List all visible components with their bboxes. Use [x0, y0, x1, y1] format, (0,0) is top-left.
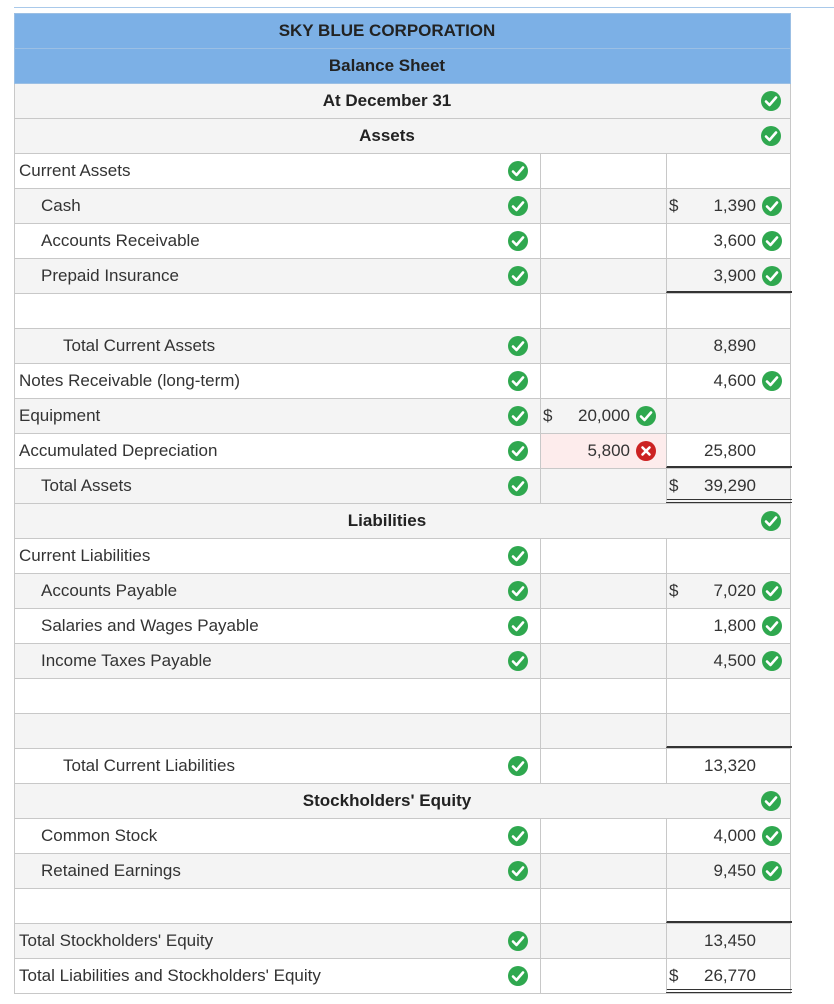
check-circle-icon	[508, 196, 528, 216]
accumulated-depreciation-amount[interactable]	[540, 434, 666, 468]
amount-input-col1[interactable]	[540, 329, 666, 363]
current-liabilities-row	[14, 539, 791, 574]
check-circle-icon	[762, 581, 782, 601]
amount-input-col1[interactable]	[540, 189, 666, 223]
salaries-wages-payable-row	[14, 609, 791, 644]
notes-receivable-label[interactable]: Notes Receivable (long-term)	[19, 371, 241, 390]
current-assets-row	[14, 154, 791, 189]
accounts-receivable-label[interactable]: Accounts Receivable	[41, 231, 200, 250]
prepaid-insurance-value: 3,900	[713, 266, 756, 285]
retained-earnings-label[interactable]: Retained Earnings	[41, 861, 181, 880]
amount-input-col2[interactable]	[666, 539, 792, 573]
total-equity-label[interactable]: Total Stockholders' Equity	[19, 931, 214, 950]
accumulated-depreciation-value: 5,800	[587, 441, 630, 460]
income-taxes-payable-row	[14, 644, 791, 679]
amount-input-col1[interactable]	[540, 469, 666, 503]
total-current-liabilities-amount[interactable]	[666, 749, 792, 783]
accumulated-depreciation-label[interactable]: Accumulated Depreciation	[19, 441, 218, 460]
check-circle-icon	[762, 826, 782, 846]
cash-row	[14, 189, 791, 224]
retained-earnings-amount[interactable]	[666, 854, 792, 888]
blank-row	[14, 679, 791, 714]
check-circle-icon	[508, 546, 528, 566]
total-assets-label[interactable]: Total Assets	[41, 476, 132, 495]
total-liabilities-equity-row	[14, 959, 791, 994]
check-circle-icon	[762, 616, 782, 636]
equipment-row	[14, 399, 791, 434]
top-divider	[14, 7, 834, 8]
currency-symbol: $	[669, 196, 679, 215]
total-current-liabilities-row	[14, 749, 791, 784]
statement-date: At December 31	[322, 91, 452, 110]
cash-label[interactable]: Cash	[41, 196, 81, 215]
assets-heading: Assets	[359, 126, 415, 145]
blank-row	[14, 294, 791, 329]
amount-input-col1[interactable]	[540, 749, 666, 783]
check-circle-icon	[508, 266, 528, 286]
amount-input-col1[interactable]	[540, 609, 666, 643]
net-equipment-value: 25,800	[704, 441, 756, 460]
check-circle-icon	[508, 371, 528, 391]
salaries-wages-payable-label[interactable]: Salaries and Wages Payable	[41, 616, 259, 635]
total-current-assets-value: 8,890	[713, 336, 756, 355]
total-current-assets-label[interactable]: Total Current Assets	[63, 336, 216, 355]
accumulated-depreciation-row	[14, 434, 791, 469]
total-current-assets-row	[14, 329, 791, 364]
retained-earnings-row	[14, 854, 791, 889]
currency-symbol: $	[543, 406, 553, 425]
total-equity-value: 13,450	[704, 931, 756, 950]
date-row	[14, 84, 791, 119]
common-stock-amount[interactable]	[666, 819, 792, 853]
blank-row	[14, 714, 791, 749]
accounts-payable-label[interactable]: Accounts Payable	[41, 581, 178, 600]
currency-symbol: $	[669, 581, 679, 600]
check-circle-icon	[761, 511, 781, 531]
check-circle-icon	[636, 406, 656, 426]
equity-heading-row	[14, 784, 791, 819]
accounts-payable-value: 7,020	[713, 581, 756, 600]
amount-input-col1[interactable]	[540, 539, 666, 573]
check-circle-icon	[508, 581, 528, 601]
check-circle-icon	[508, 931, 528, 951]
retained-earnings-value: 9,450	[713, 861, 756, 880]
amount-input-col2[interactable]	[666, 679, 792, 713]
check-circle-icon	[508, 651, 528, 671]
current-liabilities-label[interactable]: Current Liabilities	[19, 546, 151, 565]
income-taxes-payable-value: 4,500	[713, 651, 756, 670]
total-assets-amount[interactable]	[666, 469, 792, 503]
amount-input-col1[interactable]	[540, 679, 666, 713]
salaries-wages-payable-amount[interactable]	[666, 609, 792, 643]
check-circle-icon	[762, 266, 782, 286]
cash-amount[interactable]	[666, 189, 792, 223]
accounts-receivable-row	[14, 224, 791, 259]
amount-input-col1[interactable]	[540, 819, 666, 853]
total-liabilities-equity-label[interactable]: Total Liabilities and Stockholders' Equity	[19, 966, 321, 985]
statement-row	[14, 49, 791, 84]
liabilities-heading: Liabilities	[347, 511, 427, 530]
total-liabilities-equity-amount[interactable]	[666, 959, 792, 993]
amount-input-col1[interactable]	[540, 889, 666, 923]
check-circle-icon	[508, 441, 528, 461]
check-circle-icon	[508, 336, 528, 356]
check-circle-icon	[508, 756, 528, 776]
accounts-payable-amount[interactable]	[666, 574, 792, 608]
check-circle-icon	[762, 196, 782, 216]
notes-receivable-value: 4,600	[713, 371, 756, 390]
check-circle-icon	[508, 616, 528, 636]
check-circle-icon	[508, 476, 528, 496]
assets-heading-row	[14, 119, 791, 154]
prepaid-insurance-label[interactable]: Prepaid Insurance	[41, 266, 179, 285]
total-current-assets-amount[interactable]	[666, 329, 792, 363]
total-equity-amount[interactable]	[666, 924, 792, 958]
amount-input-col2[interactable]	[666, 889, 792, 923]
accounts-receivable-amount[interactable]	[666, 224, 792, 258]
currency-symbol: $	[669, 966, 679, 985]
amount-input-col2[interactable]	[666, 154, 792, 188]
blank-row	[14, 889, 791, 924]
current-assets-label[interactable]: Current Assets	[19, 161, 131, 180]
common-stock-row	[14, 819, 791, 854]
amount-input-col1[interactable]	[540, 959, 666, 993]
common-stock-value: 4,000	[713, 826, 756, 845]
check-circle-icon	[508, 231, 528, 251]
total-liabilities-equity-value: 26,770	[704, 966, 756, 985]
amount-input-col2[interactable]	[666, 294, 792, 328]
statement-title: Balance Sheet	[328, 56, 446, 75]
check-circle-icon	[508, 966, 528, 986]
check-circle-icon	[762, 231, 782, 251]
liabilities-heading-row	[14, 504, 791, 539]
cash-value: 1,390	[713, 196, 756, 215]
check-circle-icon	[761, 126, 781, 146]
prepaid-insurance-amount[interactable]	[666, 259, 792, 293]
check-circle-icon	[508, 826, 528, 846]
income-taxes-payable-label[interactable]: Income Taxes Payable	[41, 651, 212, 670]
check-circle-icon	[508, 406, 528, 426]
check-circle-icon	[761, 91, 781, 111]
x-circle-icon	[636, 441, 656, 461]
net-equipment-amount[interactable]	[666, 434, 792, 468]
amount-input-col1[interactable]	[540, 224, 666, 258]
amount-input-col1[interactable]	[540, 364, 666, 398]
company-name: SKY BLUE CORPORATION	[278, 21, 496, 40]
amount-input-col1[interactable]	[540, 924, 666, 958]
equity-heading: Stockholders' Equity	[302, 791, 472, 810]
total-current-liabilities-label[interactable]: Total Current Liabilities	[63, 756, 235, 775]
amount-input-col1[interactable]	[540, 644, 666, 678]
accounts-payable-row	[14, 574, 791, 609]
total-assets-value: 39,290	[704, 476, 756, 495]
prepaid-insurance-row	[14, 259, 791, 294]
equipment-value: 20,000	[578, 406, 630, 425]
common-stock-label[interactable]: Common Stock	[41, 826, 158, 845]
check-circle-icon	[761, 791, 781, 811]
check-circle-icon	[762, 861, 782, 881]
currency-symbol: $	[669, 476, 679, 495]
notes-receivable-row	[14, 364, 791, 399]
check-circle-icon	[762, 371, 782, 391]
amount-input-col1[interactable]	[540, 574, 666, 608]
amount-input-col2[interactable]	[666, 399, 792, 433]
balance-sheet-table	[14, 13, 791, 994]
check-circle-icon	[762, 651, 782, 671]
amount-input-col1[interactable]	[540, 714, 666, 748]
total-equity-row	[14, 924, 791, 959]
accounts-receivable-value: 3,600	[713, 231, 756, 250]
check-circle-icon	[508, 861, 528, 881]
amount-input-col1[interactable]	[540, 259, 666, 293]
income-taxes-payable-amount[interactable]	[666, 644, 792, 678]
equipment-label[interactable]: Equipment	[19, 406, 101, 425]
check-circle-icon	[508, 161, 528, 181]
company-row	[14, 13, 791, 49]
total-assets-row	[14, 469, 791, 504]
total-current-liabilities-value: 13,320	[704, 756, 756, 775]
equipment-amount[interactable]	[540, 399, 666, 433]
notes-receivable-amount[interactable]	[666, 364, 792, 398]
salaries-wages-payable-value: 1,800	[713, 616, 756, 635]
amount-input-col2[interactable]	[666, 714, 792, 748]
amount-input-col1[interactable]	[540, 854, 666, 888]
amount-input-col1[interactable]	[540, 294, 666, 328]
amount-input-col1[interactable]	[540, 154, 666, 188]
